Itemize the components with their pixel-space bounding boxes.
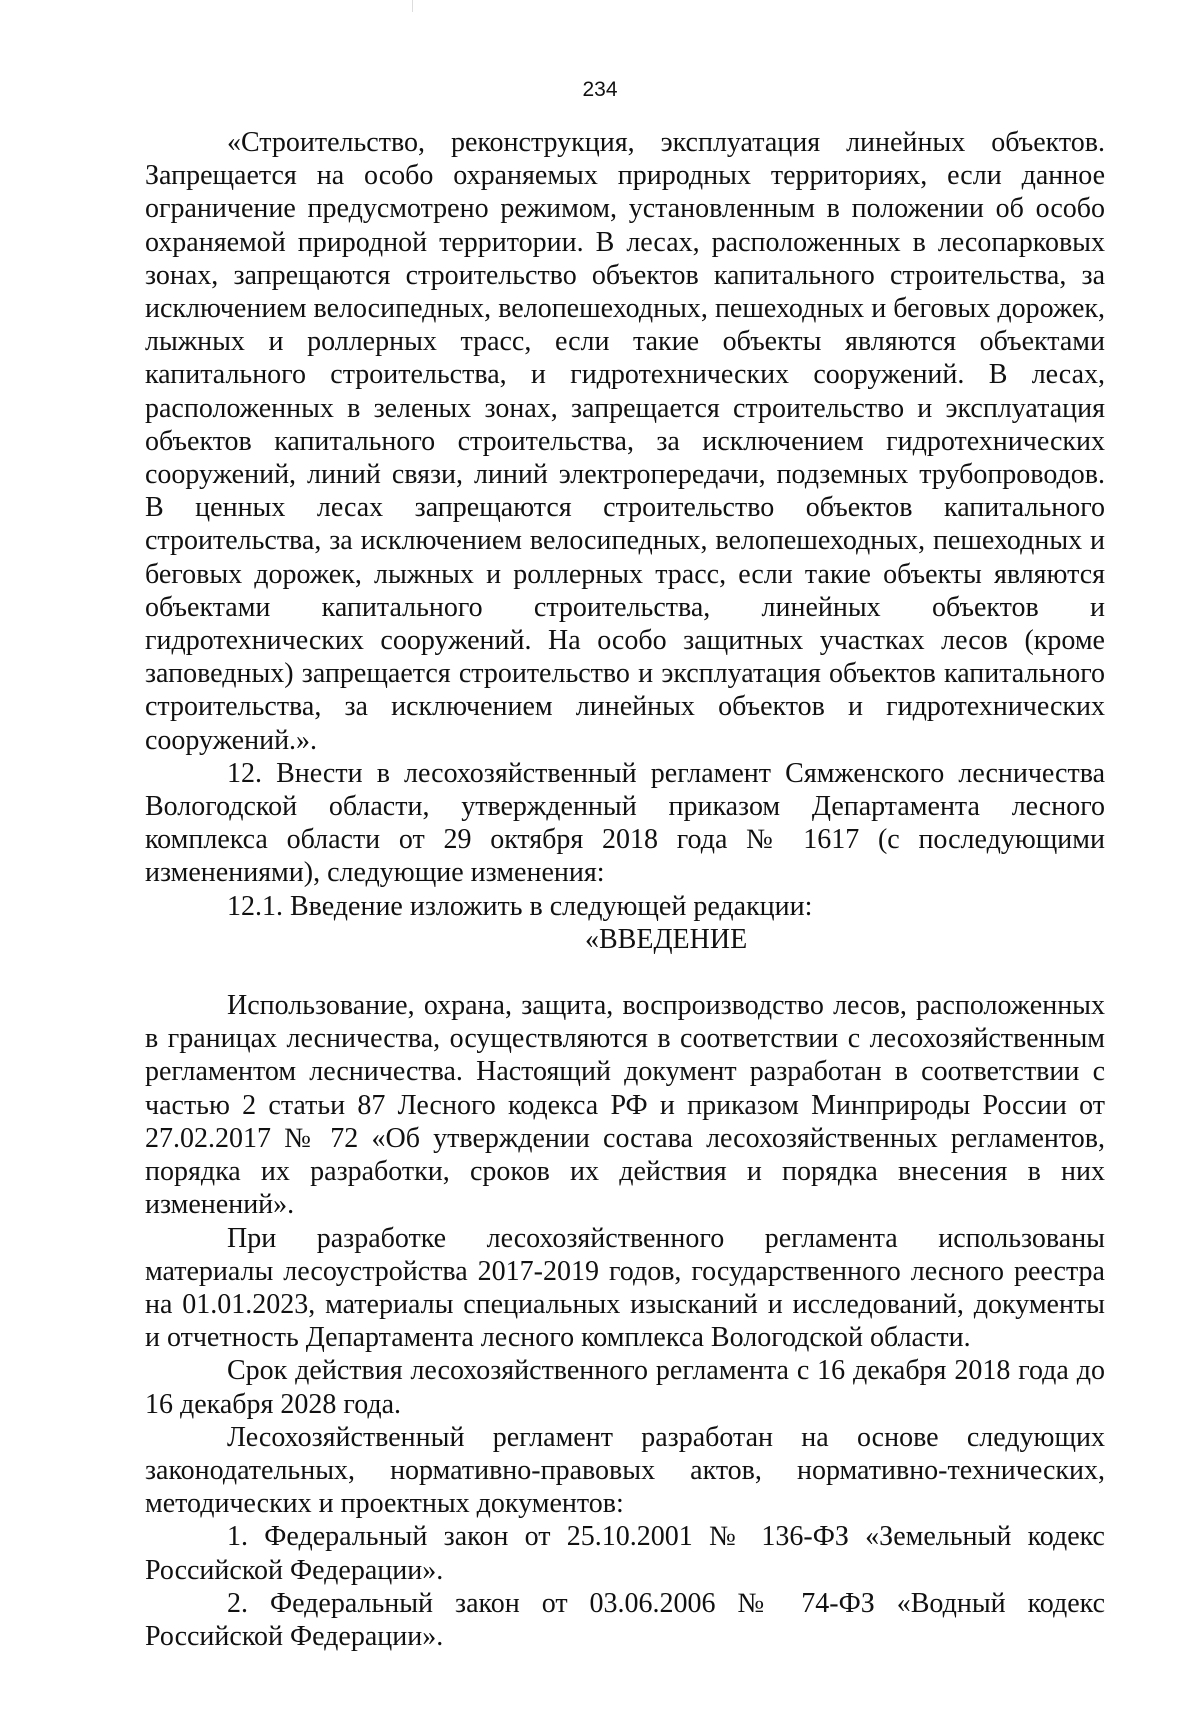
paragraph-intro-2: При разработке лесохозяйственного регламента использованы материалы лесоустройства 2017-2019 годов, государственного лесного реестра на 01.01.2023, материалы специальных изысканий и исследований, документы и отчетность Департамента лесного комплекса Вологодской области. xyxy=(145,1222,1105,1354)
paragraph-intro-1: Использование, охрана, защита, воспроизводство лесов, расположенных в границах лесничества, осуществляются в соответствии с лесохозяйственным регламентом лесничества. Настоящий документ разработан в соответствии с частью 2 статьи 87 Лесного кодекса РФ и приказом Минприроды России от 27.02.2017 № 72 «Об утверждении состава лесохозяйственных регламентов, порядка их разработки, сроков их действия и порядка внесения в них изменений». xyxy=(145,990,1105,1221)
paragraph-linear-objects: «Строительство, реконструкция, эксплуатация линейных объектов. Запрещается на особо охраняемых природных территориях, если данное ограничение предусмотрено режимом, установленным в положении об особо охраняемой природной территории. В лесах, расположенных в лесопарковых зонах, запрещаются строительство объектов капитального строительства, за исключением велосипедных, велопешеходных, пешеходных и беговых дорожек, лыжных и роллерных трасс, если такие объекты являются объектами капитального строительства, и гидротехнических сооружений. В лесах, расположенных в зеленых зонах, запрещается строительство и эксплуатация объектов капитального строительства, за исключением гидротехнических сооружений, линий связи, линий электропередачи, подземных трубопроводов. В ценных лесах запрещаются строительство объектов капитального строительства, за исключением велосипедных, велопешеходных, пешеходных и беговых дорожек, лыжных и роллерных трасс, если такие объекты являются объектами капитального строительства, линейных объектов и гидротехнических сооружений. На особо защитных участках лесов (кроме заповедных) запрещается строительство и эксплуатация объектов капитального строительства, за исключением линейных объектов и гидротехнических сооружений.». xyxy=(145,127,1105,756)
document-body xyxy=(145,126,1105,1653)
paragraph-intro-3: Срок действия лесохозяйственного регламента с 16 декабря 2018 года до 16 декабря 2028 года. xyxy=(145,1355,1105,1420)
paragraph-item-12-1: 12.1. Введение изложить в следующей редакции: xyxy=(227,890,813,922)
section-heading-introduction: «ВВЕДЕНИЕ xyxy=(585,923,748,955)
paragraph-item-12: 12. Внести в лесохозяйственный регламент Сямженского лесничества Вологодской области, утвержденный приказом Департамента лесного комплекса области от 29 октября 2018 года № 1617 (с последующими изменениями), следующие изменения: xyxy=(145,757,1105,889)
paragraph-list-item-2: 2. Федеральный закон от 03.06.2006 № 74-ФЗ «Водный кодекс Российской Федерации». xyxy=(145,1587,1105,1652)
paragraph-list-item-1: 1. Федеральный закон от 25.10.2001 № 136-ФЗ «Земельный кодекс Российской Федерации». xyxy=(145,1521,1105,1586)
page-number: 234 xyxy=(582,78,618,101)
paragraph-intro-4: Лесохозяйственный регламент разработан на основе следующих законодательных, нормативно-правовых актов, нормативно-технических, методических и проектных документов: xyxy=(145,1421,1105,1520)
scan-artifact xyxy=(412,0,413,12)
